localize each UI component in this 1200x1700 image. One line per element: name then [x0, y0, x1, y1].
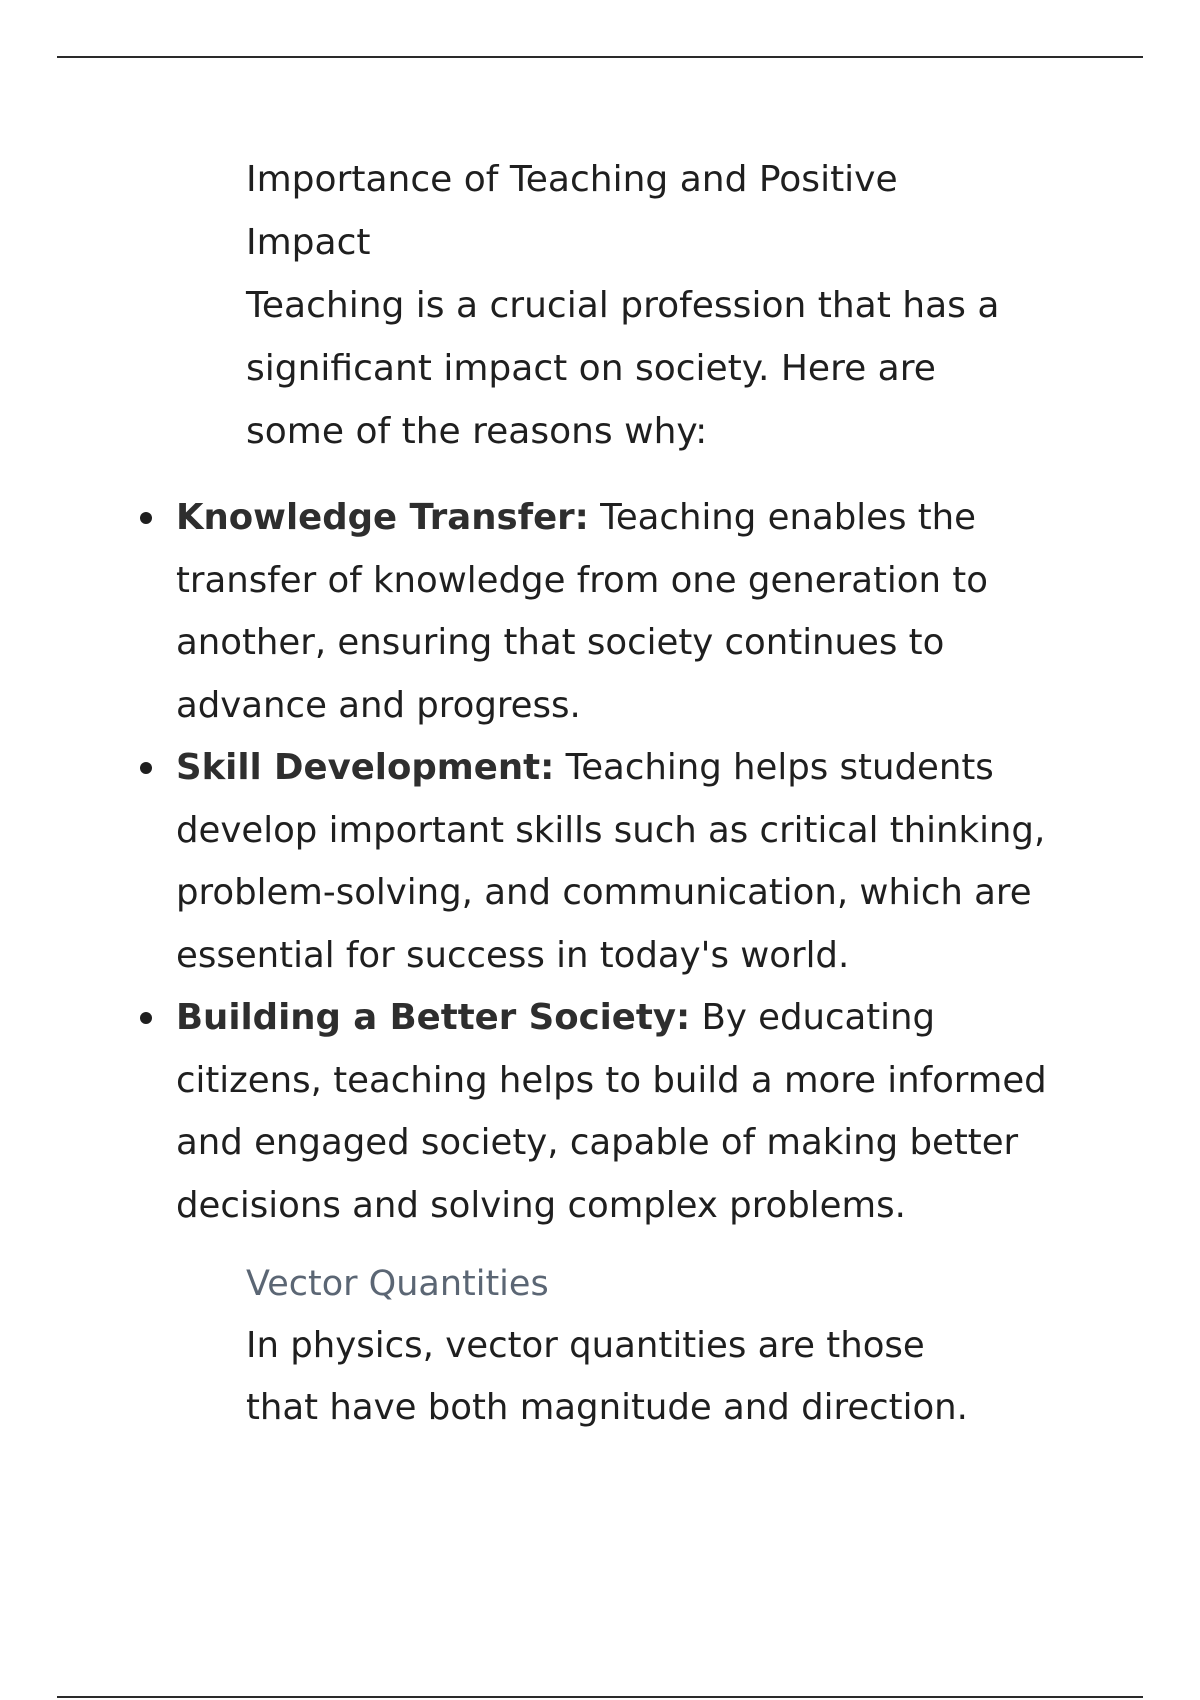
list-item-knowledge-transfer — [176, 487, 1056, 737]
list-item-term: Building a Better Society: — [176, 997, 691, 1038]
vector-heading: Vector Quantities — [246, 1264, 549, 1304]
bullet-icon — [140, 512, 152, 524]
list-item-term: Skill Development: — [176, 747, 555, 788]
list-item-text: Teaching enables the transfer of knowledge from one generation to another, ensuring that society continues to advance and progress. — [176, 497, 988, 726]
intro-paragraph: Teaching is a crucial profession that has a significant impact on society. Here are some of the reasons why: — [246, 285, 1000, 452]
vector-paragraph: In physics, vector quantities are those that have both magnitude and direction. — [246, 1325, 968, 1428]
bottom-divider — [57, 1696, 1143, 1698]
list-item-skill-development — [176, 737, 1056, 987]
intro-section — [246, 148, 1006, 463]
bullet-icon — [140, 1012, 152, 1024]
list-item-text: By educating citizens, teaching helps to build a more informed and engaged society, capable of making better decisions and solving complex problems. — [176, 997, 1047, 1226]
top-divider — [57, 56, 1143, 58]
list-item-text: Teaching helps students develop important skills such as critical thinking, problem-solving, and communication, which are essential for success in today's world. — [176, 747, 1046, 976]
list-item-term: Knowledge Transfer: — [176, 497, 589, 538]
reasons-list — [176, 487, 1056, 1237]
document-title: Importance of Teaching and Positive Impact — [246, 159, 898, 263]
vector-section — [246, 1253, 1006, 1439]
bullet-icon — [140, 762, 152, 774]
list-item-better-society — [176, 987, 1056, 1237]
